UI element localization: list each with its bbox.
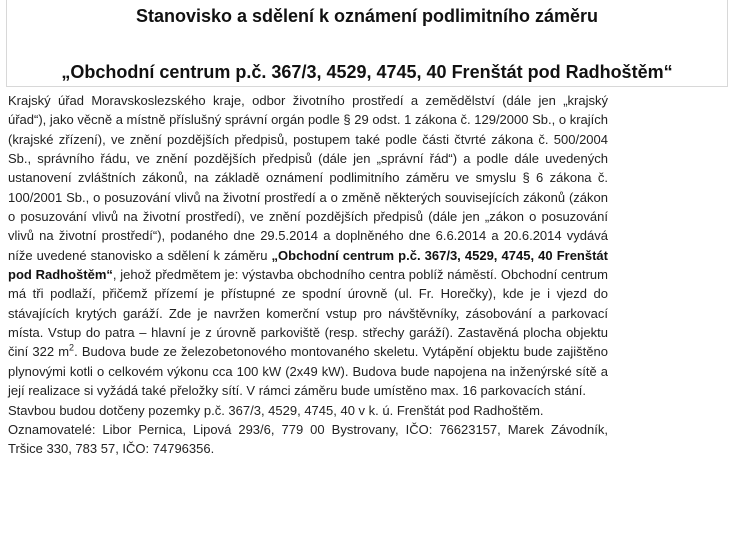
affected-land-paragraph: Stavbou budou dotčeny pozemky p.č. 367/3, 4529, 4745, 40 v k. ú. Frenštát pod Radhoštěm. [8, 402, 544, 418]
area-exponent: 2 [69, 343, 75, 354]
project-description: , jehož předmětem je: výstavba obchodního centra poblíž náměstí. Obchodní centrum má tři podlaží, přičemž přízemí je přístupné ze spodní úrovně (ul. Fr. Horečky), kde je i vjezd do stávajících krytých garáží. Zde je navržen komerční vstup pro návštěvníky, zásobování a parkovací místa. Vstup do patra – hlavní je z úrovně parkoviště (resp. střechy garáží). Zastavěná plocha objektu činí 322 m [8, 267, 608, 360]
main-paragraph [8, 91, 608, 401]
notifiers-paragraph: Oznamovatelé: Libor Pernica, Lipová 293/6, 779 00 Bystrovany, IČO: 76623157, Marek Závodník, Tršice 330, 783 57, IČO: 74796356. [8, 421, 608, 457]
document-title: Stanovisko a sdělení k oznámení podlimitního záměru [135, 6, 599, 26]
project-name: „Obchodní centrum p.č. 367/3, 4529, 4745, 40 Frenštát pod Radhoštěm“ [8, 247, 608, 283]
document-header [6, 0, 728, 87]
document-body [8, 91, 608, 459]
project-details: . Budova bude ze železobetonového montovaného skeletu. Vytápění objektu bude zajištěno plynovými kotli o celkovém výkonu cca 100 kW (2x49 kW). Budova bude napojena na inženýrské sítě a její realizace si vyžádá také přeložky sítí. V rámci záměru bude umístěno max. 16 parkovacích stání. [8, 344, 608, 399]
project-title: „Obchodní centrum p.č. 367/3, 4529, 4745, 40 Frenštát pod Radhoštěm“ [61, 62, 673, 82]
intro-text: Krajský úřad Moravskoslezského kraje, odbor životního prostředí a zemědělství (dále jen „krajský úřad“), jako věcně a místně příslušný správní orgán podle § 29 odst. 1 zákona č. 129/2000 Sb., o krajích (krajské zřízení), ve znění pozdějších předpisů, postupem také podle části čtvrté zákona č. 500/2004 Sb., správního řádu, ve znění pozdějších předpisů (dále jen „správní řád“) a podle dále uvedených ustanovení zvláštních zákonů, na základě oznámení podlimitního záměru ve smyslu § 6 zákona č. 100/2001 Sb., o posuzování vlivů na životní prostředí a o změně některých souvisejících zákonů (zákon o posuzování vlivů na životní prostředí), ve znění pozdějších předpisů (dále jen „zákon o posuzování vlivů na životní prostředí“), podaného dne 29.5.2014 a doplněného dne 6.6.2014 a 20.6.2014 vydává níže uvedené stanovisko a sdělení k záměru [8, 93, 608, 263]
